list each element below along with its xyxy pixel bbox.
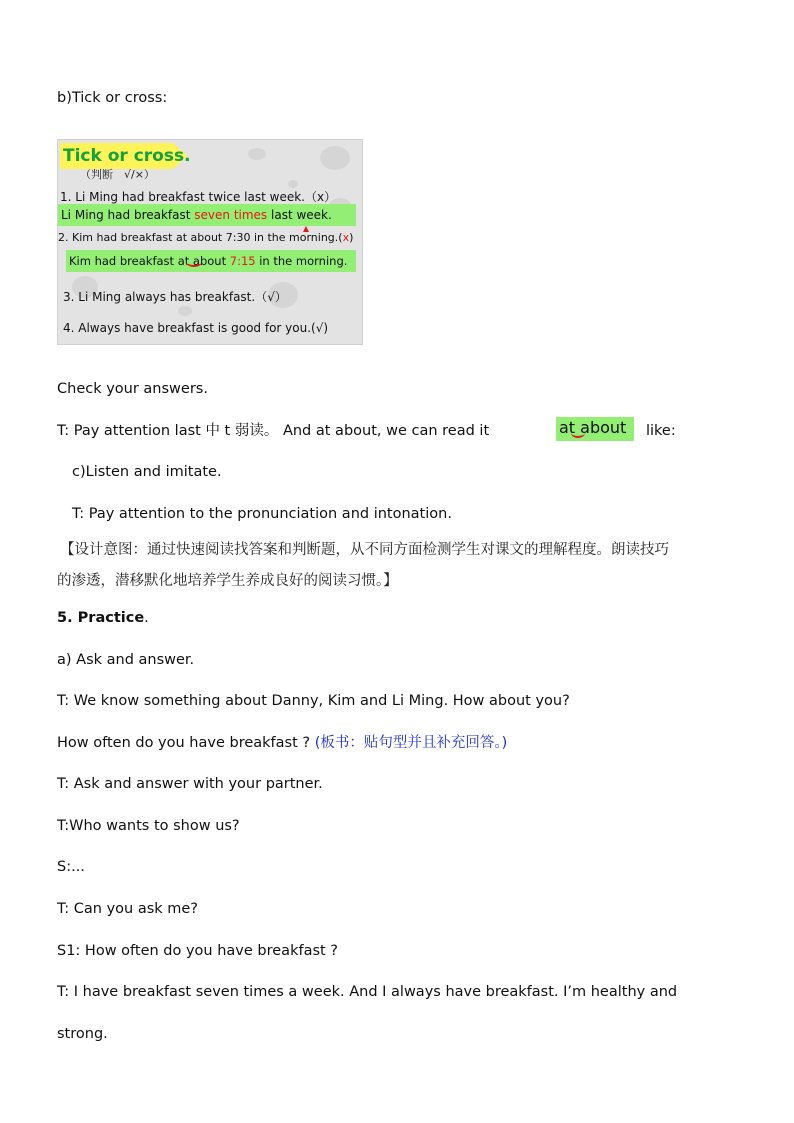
attention-instruction: T: Pay attention last 中 t 弱读。 And at about, we can read it <box>57 423 490 439</box>
design-intent-line-1: 【设计意图：通过快速阅读找答案和判断题，从不同方面检测学生对课文的理解程度。朗读技巧 <box>60 542 669 558</box>
slide-title: Tick or cross. <box>63 146 191 166</box>
board-note: (板书：贴句型并且补充回答。) <box>314 735 508 751</box>
slide-subtitle: （判断 √/×） <box>80 168 155 181</box>
s1-question-line: S1: How often do you have breakfast ? <box>57 943 339 959</box>
linking-arc-mark <box>571 428 585 438</box>
how-often-line: How often do you have breakfast ? (板书：贴句型并且补充回答。) <box>57 735 508 751</box>
slide-question-4: 4. Always have breakfast is good for you.(√) <box>63 321 329 335</box>
who-wants-line: T:Who wants to show us? <box>57 818 240 834</box>
ask-partner-line: T: Ask and answer with your partner. <box>57 776 323 792</box>
slide-answer-2: Kim had breakfast at about 7:15 in the morning. <box>69 254 348 268</box>
section-heading-tick-or-cross: b)Tick or cross: <box>57 90 168 106</box>
check-answers-text: Check your answers. <box>57 381 208 397</box>
pronunciation-instruction: T: Pay attention to the pronunciation and intonation. <box>72 506 452 522</box>
linking-arc-mark <box>186 257 202 267</box>
practice-heading: 5. Practice. <box>57 610 149 626</box>
design-intent-line-2: 的渗透，潜移默化地培养学生养成良好的阅读习惯。】 <box>57 573 398 589</box>
teacher-answer-line-2: strong. <box>57 1026 108 1042</box>
slide-question-2: 2. Kim had breakfast at about 7:30 in the morning.(x) <box>58 231 354 244</box>
slide-answer-1: Li Ming had breakfast seven times last week. <box>61 208 332 222</box>
at-about-badge: at about <box>556 417 634 441</box>
attention-like-text: like: <box>646 423 676 439</box>
listen-imitate-heading: c)Listen and imitate. <box>72 464 222 480</box>
we-know-line: T: We know something about Danny, Kim and Li Ming. How about you? <box>57 693 570 709</box>
slide-question-1: 1. Li Ming had breakfast twice last week.（x） <box>60 190 337 204</box>
tick-or-cross-slide-image <box>57 139 363 345</box>
teacher-answer-line-1: T: I have breakfast seven times a week. And I always have breakfast. I’m healthy and <box>57 984 678 1000</box>
ask-answer-heading: a) Ask and answer. <box>57 652 195 668</box>
can-you-ask-line: T: Can you ask me? <box>57 901 199 917</box>
slide-question-3: 3. Li Ming always has breakfast.（√） <box>63 290 287 304</box>
student-response-line: S:... <box>57 859 85 875</box>
